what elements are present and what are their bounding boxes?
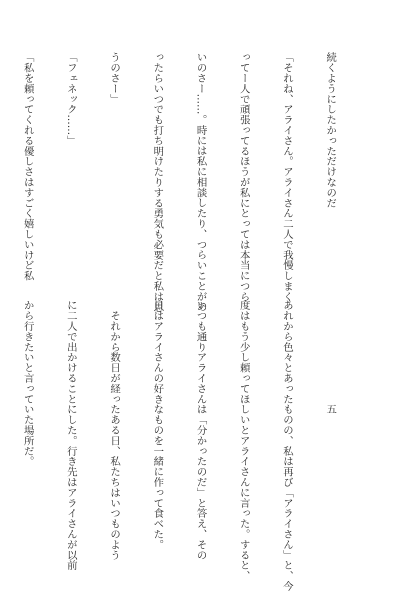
section-number: 五 <box>324 403 337 415</box>
text-line: 度はもう少し頼ってほしいとアライさんに言った。すると、 <box>237 300 250 581</box>
text-line: 「それね、アライさん。アライさん二人で我慢しまく <box>280 52 293 302</box>
text-line: それから数日が経ったある日、私たちはいつものよう <box>108 300 121 560</box>
upper-text-block <box>21 52 366 312</box>
text-line: 「フェネック……」 <box>64 52 77 146</box>
text-line: うのさー」 <box>108 52 121 104</box>
text-line: いつも通りアライさんは「分かったのだ」と答え、その <box>194 300 207 560</box>
text-line: から行きたいと言っていた場所だ。 <box>21 300 34 467</box>
text-line: いのさー……。時には私に相談したり、つらいことがあ <box>194 52 207 312</box>
text-line: 日はアライさんの好きなものを一緒に作って食べた。 <box>151 300 164 550</box>
text-line: 続くようにしたかっただけなのだ <box>324 52 337 208</box>
text-line: ってー人で頑張ってるほうが私にとっては本当につら <box>237 52 250 302</box>
text-line: 「私を頼ってくれる優しさはすごく嬉しいけど私 <box>21 52 34 281</box>
text-line: ったらいつでも打ち明けたりする勇気も必要だと私は思 <box>151 52 164 312</box>
text-line: あれから色々とあったものの、私は再び「アライさん」と、今 <box>280 300 293 591</box>
text-line: に二人で出かけることにした。行き先はアライさんが以前 <box>64 300 77 571</box>
lower-text-block <box>21 300 366 591</box>
